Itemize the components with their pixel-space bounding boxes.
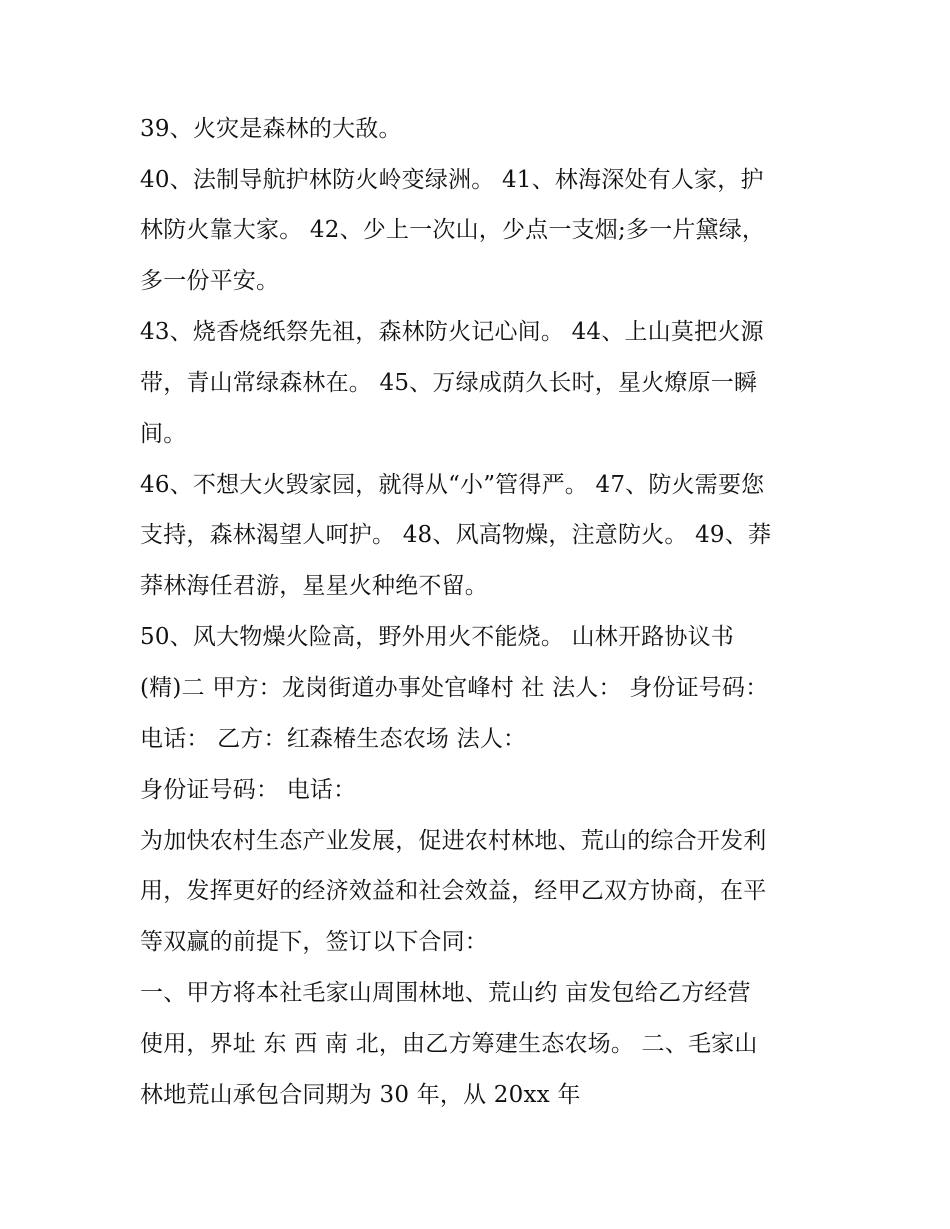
text-line: (精)二 甲方：龙岗街道办事处官峰村 社 法人： 身份证号码： [140, 675, 769, 701]
text-line: 用，发挥更好的经济效益和社会效益，经甲乙双方协商，在平 [140, 878, 767, 904]
text-line: 带，青山常绿森林在。 45、万绿成荫久长时，星火燎原一瞬 [140, 370, 758, 396]
text-line: 多一份平安。 [140, 268, 280, 294]
text-line: 一、甲方将本社毛家山周围林地、荒山约 亩发包给乙方经营 [140, 980, 751, 1006]
text-line: 43、烧香烧纸祭先祖，森林防火记心间。 44、上山莫把火源 [140, 319, 764, 345]
text-line: 支持，森林渴望人呵护。 48、风高物燥，注意防火。 49、莽 [140, 522, 772, 548]
text-line: 身份证号码： 电话： [140, 777, 357, 803]
text-line: 46、不想大火毁家园，就得从“小”管得严。 47、防火需要您 [140, 472, 765, 498]
text-line: 林防火靠大家。 42、少上一次山，少点一支烟;多一片黛绿， [140, 217, 766, 243]
text-line: 等双赢的前提下，签订以下合同： [140, 929, 488, 955]
text-line: 莽林海任君游，星星火种绝不留。 [140, 573, 488, 599]
text-line: 电话： 乙方：红森椿生态农场 法人： [140, 726, 527, 752]
text-line: 为加快农村生态产业发展，促进农村林地、荒山的综合开发利 [140, 828, 767, 854]
text-line: 39、火灾是森林的大敌。 [140, 116, 402, 142]
text-line: 间。 [140, 421, 187, 447]
text-line: 50、风大物燥火险高，野外用火不能烧。 山林开路协议书 [140, 624, 734, 650]
text-line: 林地荒山承包合同期为 30 年，从 20xx 年 [140, 1082, 581, 1108]
text-line: 使用，界址 东 西 南 北，由乙方筹建生态农场。 二、毛家山 [140, 1031, 758, 1057]
text-line: 40、法制导航护林防火岭变绿洲。 41、林海深处有人家，护 [140, 167, 764, 193]
